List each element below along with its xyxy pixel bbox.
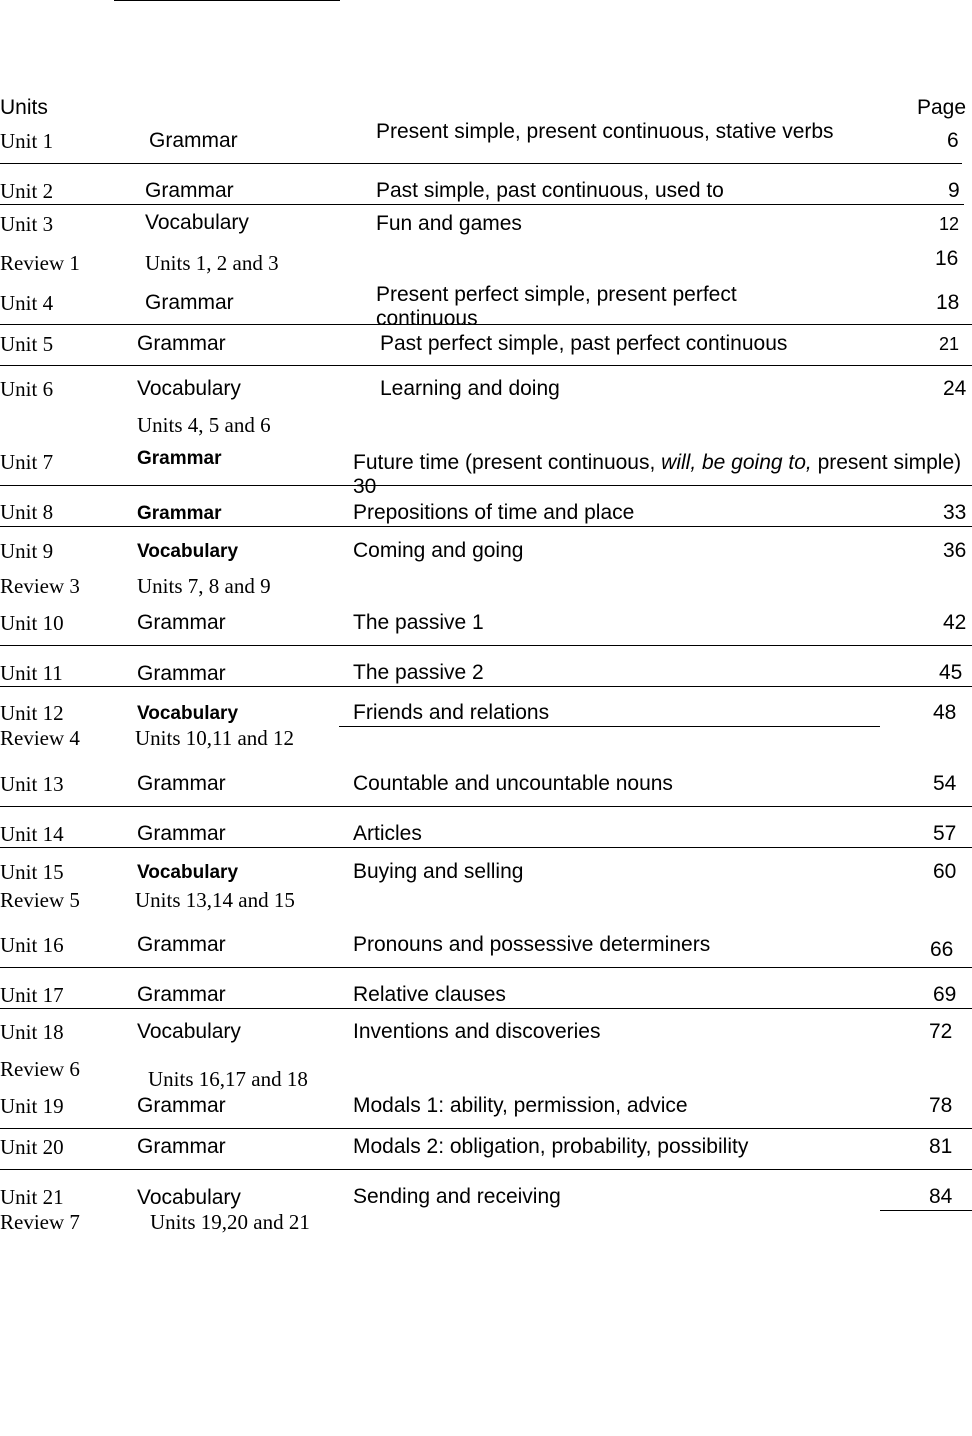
- unit-type: Grammar: [137, 772, 226, 795]
- page-number: 16: [935, 247, 959, 270]
- unit-label: Unit 19: [0, 1094, 64, 1118]
- unit-label: Unit 12: [0, 701, 64, 725]
- unit-label: Unit 1: [0, 129, 54, 153]
- unit-topic: Past perfect simple, past perfect continuous: [380, 332, 788, 355]
- page-number: 81: [929, 1135, 953, 1158]
- page-number: 69: [933, 983, 957, 1006]
- unit-type: Vocabulary: [137, 703, 239, 724]
- unit-type: Grammar: [137, 933, 226, 956]
- unit-label: Unit 18: [0, 1020, 64, 1044]
- unit-topic: Countable and uncountable nouns: [353, 772, 673, 795]
- unit-type: Grammar: [137, 332, 226, 355]
- page-number: 84: [929, 1185, 953, 1208]
- unit-type: Grammar: [149, 129, 238, 152]
- unit-topic: Relative clauses: [353, 983, 506, 1006]
- unit-label: Unit 10: [0, 611, 64, 635]
- unit-type: Grammar: [137, 1094, 226, 1117]
- page-number: 66: [930, 938, 954, 961]
- page-number: 60: [933, 860, 957, 883]
- page-number: 45: [939, 661, 963, 684]
- unit-label: Unit 17: [0, 983, 64, 1007]
- review-label: Review 6: [0, 1057, 80, 1081]
- unit-type: Grammar: [145, 291, 234, 314]
- unit-topic: Fun and games: [376, 212, 522, 235]
- unit-label: Unit 8: [0, 500, 54, 524]
- unit-label: Unit 2: [0, 179, 54, 203]
- unit-topic: Learning and doing: [380, 377, 560, 400]
- unit-type: Grammar: [137, 611, 226, 634]
- page-number: 24: [943, 377, 967, 400]
- unit-type: Vocabulary: [137, 1186, 241, 1209]
- row-divider: [0, 526, 972, 527]
- unit-type: Grammar: [137, 1135, 226, 1158]
- row-divider: [0, 324, 972, 325]
- unit-topic: Modals 2: obligation, probability, possibility: [353, 1135, 749, 1158]
- row-divider: [0, 1128, 972, 1129]
- row-divider: [0, 365, 972, 366]
- row-divider: [0, 163, 962, 164]
- unit-topic: Articles: [353, 822, 422, 845]
- unit-label: Unit 16: [0, 933, 64, 957]
- unit-topic: Sending and receiving: [353, 1185, 561, 1208]
- page-number: 57: [933, 822, 957, 845]
- row-divider: [0, 1008, 972, 1009]
- unit-label: Unit 13: [0, 772, 64, 796]
- unit-label: Unit 3: [0, 212, 54, 236]
- row-divider: [339, 726, 880, 727]
- unit-type: Vocabulary: [137, 377, 241, 400]
- row-divider: [0, 204, 964, 205]
- unit-topic: The passive 2: [353, 661, 484, 684]
- unit-type: Grammar: [137, 983, 226, 1006]
- page-number: 21: [939, 334, 960, 354]
- unit-label: Unit 6: [0, 377, 54, 401]
- unit-type: Vocabulary: [137, 541, 239, 562]
- unit-type: Grammar: [137, 448, 222, 469]
- page-number: 42: [943, 611, 967, 634]
- page-number: 48: [933, 701, 957, 724]
- unit-topic: Present perfect simple, present perfect continuous: [376, 283, 737, 330]
- review-units: Units 13,14 and 15: [135, 888, 295, 912]
- unit-topic: Prepositions of time and place: [353, 501, 635, 524]
- unit-topic: Pronouns and possessive determiners: [353, 933, 711, 956]
- unit-topic: Inventions and discoveries: [353, 1020, 601, 1043]
- unit-topic: Coming and going: [353, 539, 524, 562]
- review-units: Units 19,20 and 21: [150, 1210, 310, 1234]
- top-rule: [114, 0, 340, 1]
- unit-topic: Buying and selling: [353, 860, 524, 883]
- page-number: 9: [948, 179, 960, 202]
- unit-type: Grammar: [137, 662, 226, 685]
- unit-type: Grammar: [137, 503, 222, 524]
- unit-label: Unit 4: [0, 291, 54, 315]
- row-divider: [0, 686, 972, 687]
- page-number: 18: [936, 291, 960, 314]
- units-header: Units: [0, 96, 48, 119]
- review-units: Units 7, 8 and 9: [137, 574, 271, 598]
- page-number: 78: [929, 1094, 953, 1117]
- unit-topic: Friends and relations: [353, 701, 550, 724]
- unit-label: Unit 15: [0, 860, 64, 884]
- page-number: 12: [939, 214, 960, 234]
- unit-type: Vocabulary: [145, 211, 249, 234]
- row-divider: [0, 645, 972, 646]
- row-divider: [0, 847, 972, 848]
- unit-label: Unit 11: [0, 661, 63, 685]
- unit-topic: Modals 1: ability, permission, advice: [353, 1094, 688, 1117]
- unit-topic: The passive 1: [353, 611, 484, 634]
- unit-label: Unit 7: [0, 450, 54, 474]
- page-number: 54: [933, 772, 957, 795]
- review-label: Review 5: [0, 888, 80, 912]
- review-label: Review 3: [0, 574, 80, 598]
- unit-label: Unit 5: [0, 332, 54, 356]
- row-divider: [0, 967, 972, 968]
- row-divider: [0, 485, 972, 486]
- unit-type: Vocabulary: [137, 1020, 241, 1043]
- row-divider: [0, 1169, 972, 1170]
- page-number: 33: [943, 501, 967, 524]
- page-header: Page: [917, 96, 967, 119]
- unit-type: Grammar: [137, 822, 226, 845]
- unit-topic: Present simple, present continuous, stative verbs: [376, 120, 834, 143]
- unit-topic: Future time (present continuous, will, be going to, present simple) 30: [353, 451, 962, 498]
- row-divider: [880, 1210, 972, 1211]
- page-number: 6: [947, 129, 959, 152]
- review-label: Review 4: [0, 726, 80, 750]
- unit-label: Unit 9: [0, 539, 54, 563]
- page-number: 36: [943, 539, 967, 562]
- review-units: Units 4, 5 and 6: [137, 413, 271, 437]
- review-label: Review 1: [0, 251, 80, 275]
- unit-label: Unit 14: [0, 822, 64, 846]
- unit-label: Unit 20: [0, 1135, 64, 1159]
- unit-type: Grammar: [145, 179, 234, 202]
- unit-label: Unit 21: [0, 1185, 64, 1209]
- review-units: Units 16,17 and 18: [148, 1067, 308, 1091]
- unit-topic: Past simple, past continuous, used to: [376, 179, 724, 202]
- page-number: 72: [929, 1020, 953, 1043]
- row-divider: [0, 806, 972, 807]
- review-units: Units 1, 2 and 3: [145, 251, 279, 275]
- review-label: Review 7: [0, 1210, 80, 1234]
- unit-type: Vocabulary: [137, 862, 239, 883]
- review-units: Units 10,11 and 12: [135, 726, 295, 750]
